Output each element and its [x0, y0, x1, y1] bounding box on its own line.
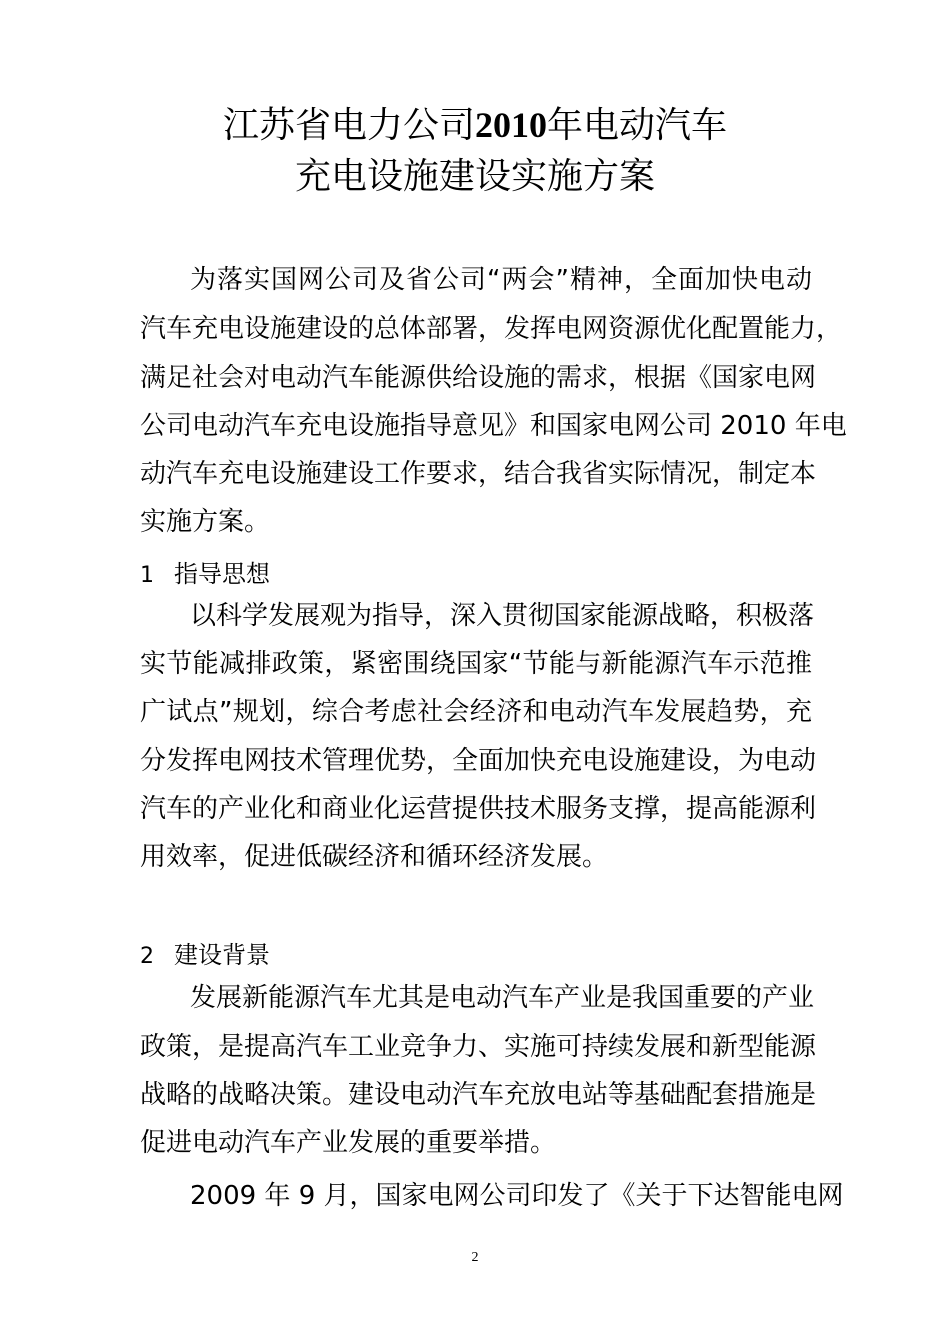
title-text-after: 年电动汽车: [547, 105, 728, 146]
section-line: 用效率，促进低碳经济和循环经济发展。: [140, 842, 609, 872]
intro-line: 汽车充电设施建设的总体部署，发挥电网资源优化配置能力，: [140, 314, 843, 344]
section-line: 广试点”规划，综合考虑社会经济和电动汽车发展趋势，充: [140, 697, 812, 727]
intro-line: 实施方案。: [140, 507, 271, 537]
intro-line: 公司电动汽车充电设施指导意见》和国家电网公司 2010 年电: [140, 411, 847, 441]
intro-line: 动汽车充电设施建设工作要求，结合我省实际情况，制定本: [140, 459, 817, 489]
title-text-before: 江苏省电力公司: [222, 105, 475, 146]
section-title: 建设背景: [174, 941, 270, 969]
title-year: 2010: [475, 105, 547, 145]
section-heading: [140, 939, 270, 973]
document-title-line-1: [0, 105, 950, 146]
section-line: 实节能减排政策，紧密围绕国家“节能与新能源汽车示范推: [140, 649, 812, 679]
section-number: 2: [140, 944, 154, 969]
section-line: 以科学发展观为指导，深入贯彻国家能源战略，积极落: [190, 601, 815, 631]
section-line: 分发挥电网技术管理优势，全面加快充电设施建设，为电动: [140, 746, 817, 776]
section-line: 战略的战略决策。建设电动汽车充放电站等基础配套措施是: [140, 1080, 817, 1110]
page-number: 2: [471, 1250, 479, 1265]
section-heading: [140, 558, 270, 592]
section-line: 促进电动汽车产业发展的重要举措。: [140, 1128, 557, 1158]
intro-line: 为落实国网公司及省公司“两会”精神，全面加快电动: [190, 265, 812, 295]
section-line: 发展新能源汽车尤其是电动汽车产业是我国重要的产业: [190, 983, 815, 1013]
document-title-line-2: 充电设施建设实施方案: [294, 156, 655, 197]
section-line: 2009 年 9 月，国家电网公司印发了《关于下达智能电网: [190, 1181, 844, 1211]
section-title: 指导思想: [174, 560, 270, 588]
intro-line: 满足社会对电动汽车能源供给设施的需求，根据《国家电网: [140, 363, 817, 393]
section-line: 汽车的产业化和商业化运营提供技术服务支撑，提高能源利: [140, 794, 817, 824]
section-number: 1: [140, 563, 154, 588]
section-line: 政策，是提高汽车工业竞争力、实施可持续发展和新型能源: [140, 1032, 817, 1062]
